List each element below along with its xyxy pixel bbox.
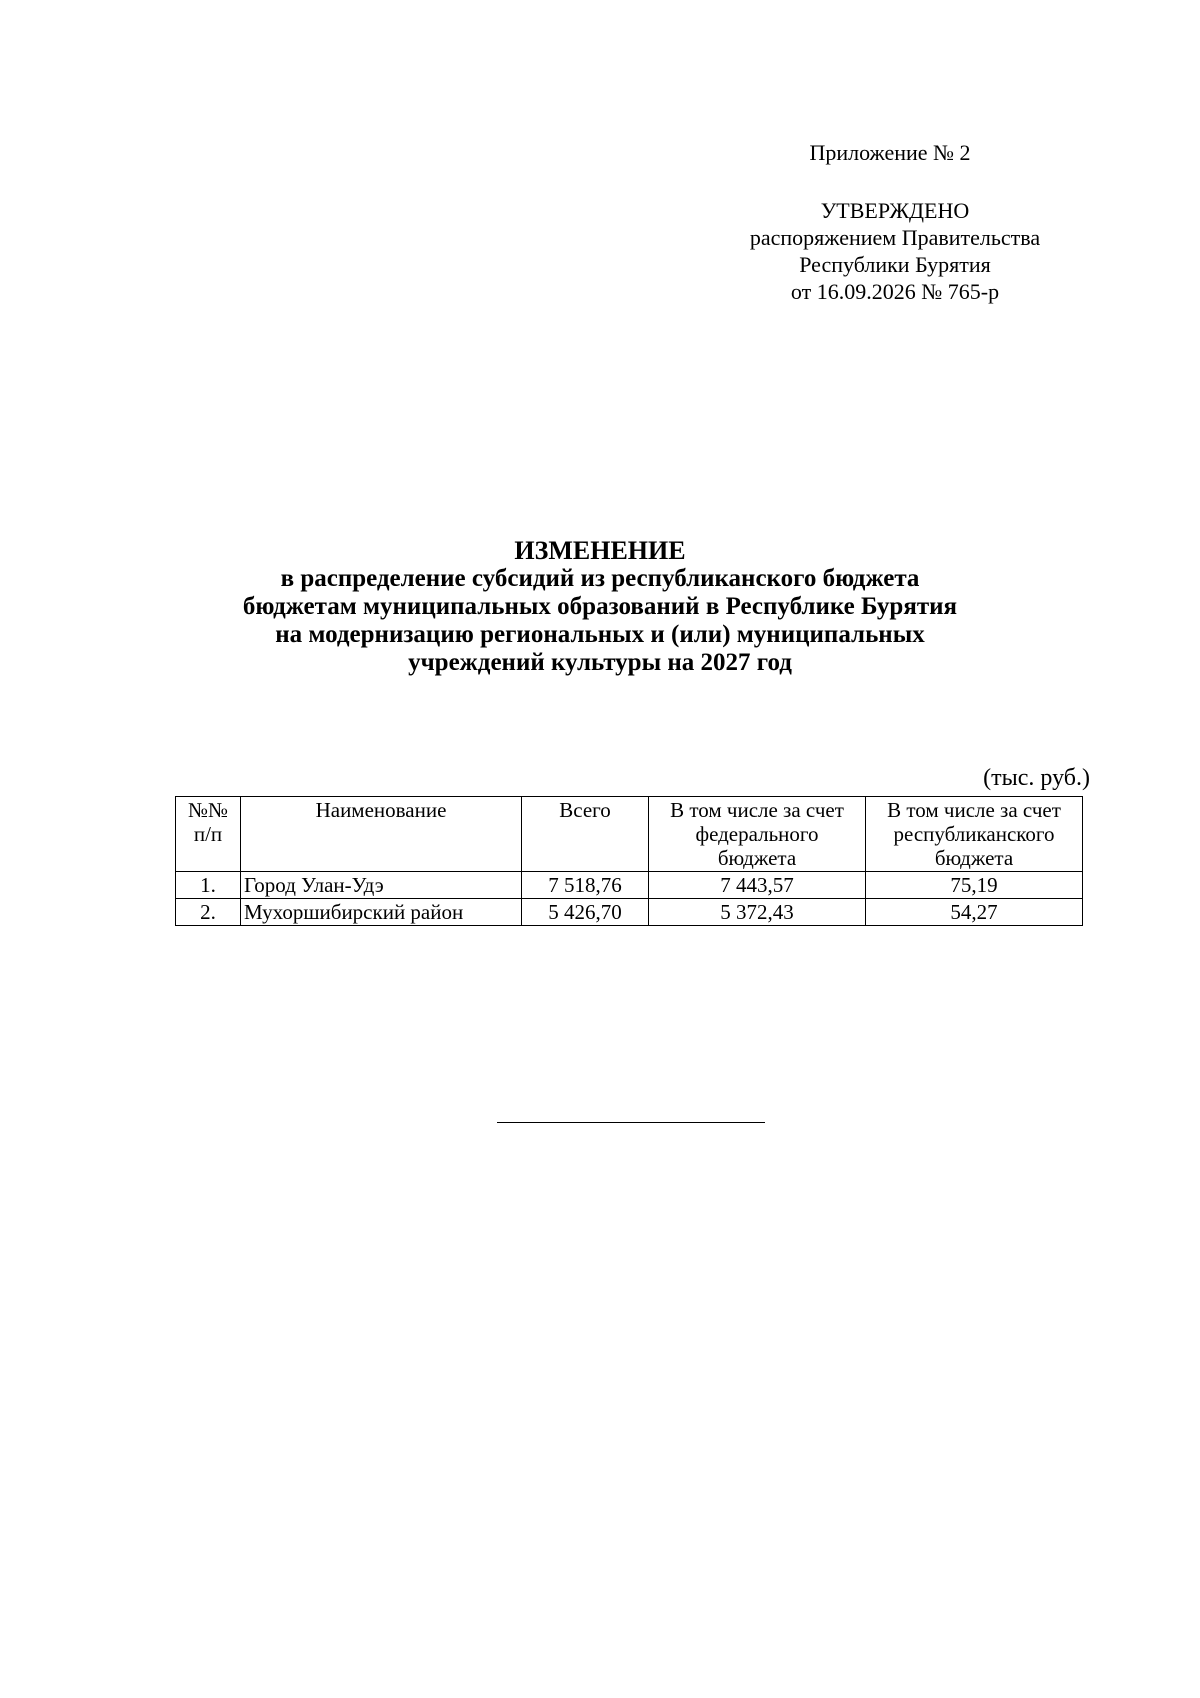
row-federal: 7 443,57 <box>649 872 866 899</box>
header-federal-line-1: В том числе за счет <box>670 798 844 822</box>
title-line-3: на модернизацию региональных и (или) муниципальных <box>275 621 925 648</box>
row-total: 5 426,70 <box>522 899 649 926</box>
header-number-line-1: №№ <box>187 798 229 822</box>
header-number <box>176 797 241 872</box>
title-main: ИЗМЕНЕНИЕ <box>514 536 686 565</box>
approval-line-date: от 16.09.2026 № 765-р <box>790 279 1000 304</box>
title-line-2: бюджетам муниципальных образований в Республике Бурятия <box>242 593 958 620</box>
subsidy-table <box>175 796 1083 926</box>
header-name: Наименование <box>241 797 522 872</box>
document-title <box>150 537 1050 677</box>
table-header-row <box>176 797 1083 872</box>
row-name: Город Улан-Удэ <box>241 872 522 899</box>
title-line-4: учреждений культуры на 2027 год <box>408 649 792 676</box>
header-number-line-2: п/п <box>193 822 223 846</box>
closing-divider <box>497 1122 765 1123</box>
header-republic-line-3: бюджета <box>934 846 1014 870</box>
row-total: 7 518,76 <box>522 872 649 899</box>
header-republic-line-2: республиканского <box>893 822 1055 846</box>
table-row <box>176 899 1083 926</box>
row-federal: 5 372,43 <box>649 899 866 926</box>
header-federal-line-3: бюджета <box>717 846 797 870</box>
row-number: 1. <box>176 872 241 899</box>
header-republic-line-1: В том числе за счет <box>887 798 1061 822</box>
row-number: 2. <box>176 899 241 926</box>
approval-stamp <box>700 197 1090 305</box>
header-federal-line-2: федерального <box>695 822 819 846</box>
row-republic: 54,27 <box>866 899 1083 926</box>
header-republic <box>866 797 1083 872</box>
approval-line-approved: УТВЕРЖДЕНО <box>820 198 970 223</box>
header-total: Всего <box>522 797 649 872</box>
header-federal <box>649 797 866 872</box>
title-line-1: в распределение субсидий из республиканского бюджета <box>280 565 920 592</box>
approval-line-order: распоряжением Правительства <box>749 225 1041 250</box>
row-republic: 75,19 <box>866 872 1083 899</box>
units-label: (тыс. руб.) <box>983 765 1090 791</box>
row-name: Мухоршибирский район <box>241 899 522 926</box>
table-row <box>176 872 1083 899</box>
appendix-label: Приложение № 2 <box>809 140 971 165</box>
approval-line-republic: Республики Бурятия <box>799 252 991 277</box>
